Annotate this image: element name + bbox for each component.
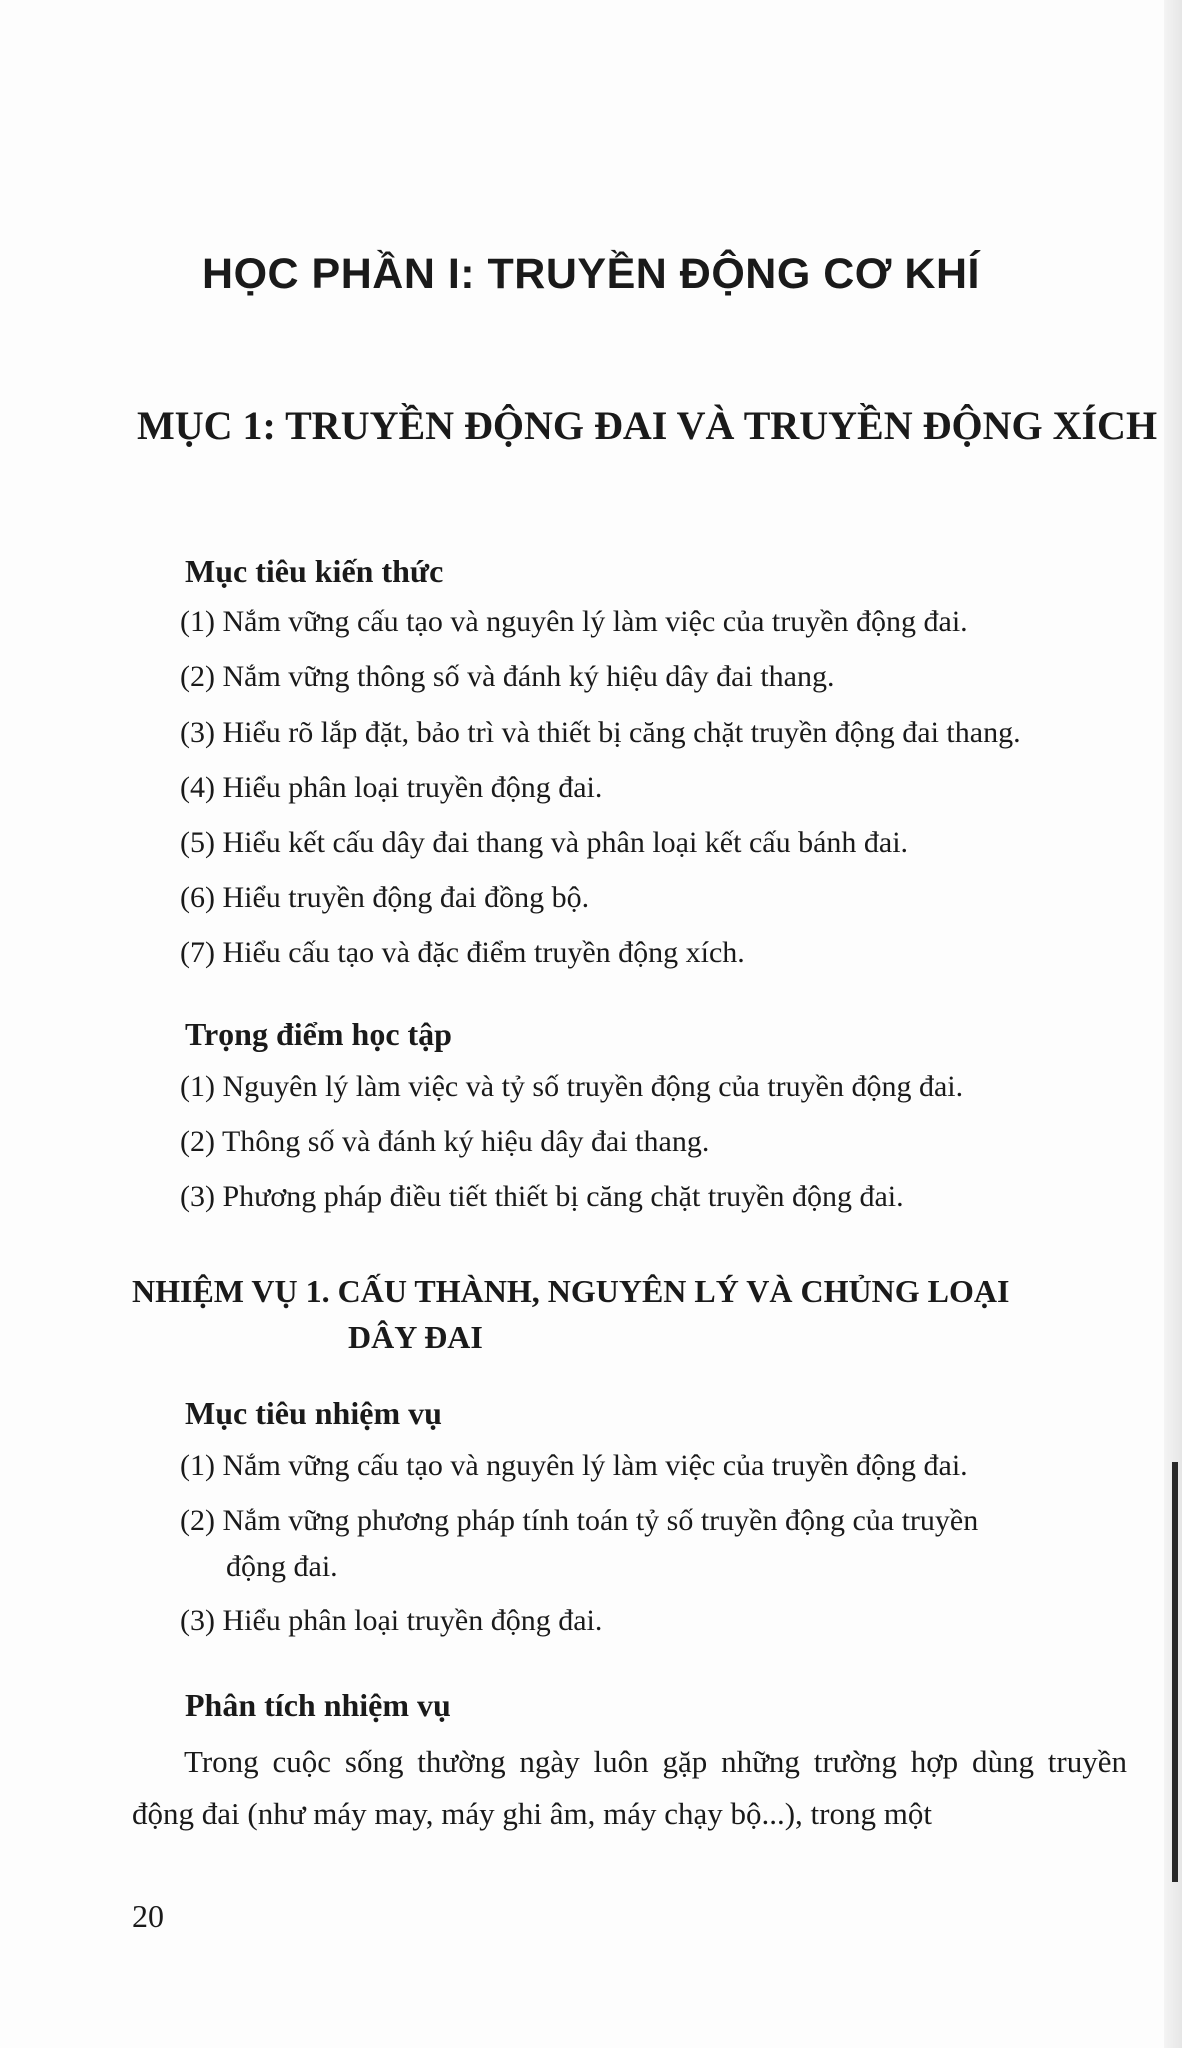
task-analysis-text: Trong cuộc sống thường ngày luôn gặp những trường hợp dùng truyền động đai (như máy may, máy ghi âm, máy chạy bộ...), trong một — [132, 1744, 1127, 1831]
key-point-item: (2) Thông số và đánh ký hiệu dây đai thang. — [180, 1125, 710, 1158]
task-analysis-paragraph — [132, 1736, 1127, 1840]
task-title-line2: DÂY ĐAI — [348, 1319, 483, 1355]
knowledge-goal-item: (7) Hiểu cấu tạo và đặc điểm truyền động xích. — [180, 936, 745, 969]
knowledge-goal-item: (6) Hiểu truyền động đai đồng bộ. — [180, 881, 590, 914]
knowledge-goal-item: (5) Hiểu kết cấu dây đai thang và phân loại kết cấu bánh đai. — [180, 826, 909, 859]
part-title: HỌC PHẦN I: TRUYỀN ĐỘNG CƠ KHÍ — [202, 250, 980, 298]
task-goal-text: (2) Nắm vững phương pháp tính toán tỷ số truyền động của truyền — [180, 1504, 979, 1537]
page-edge-mark — [1172, 1462, 1178, 1882]
task-title-line1: NHIỆM VỤ 1. CẤU THÀNH, NGUYÊN LÝ VÀ CHỦNG LOẠI — [132, 1273, 1010, 1309]
task-goal-continuation: động đai. — [226, 1550, 338, 1583]
knowledge-goal-item: (4) Hiểu phân loại truyền động đai. — [180, 771, 603, 804]
key-points-heading: Trọng điểm học tập — [185, 1016, 452, 1052]
task-goal-item: (3) Hiểu phân loại truyền động đai. — [180, 1604, 603, 1637]
knowledge-goal-item: (1) Nắm vững cấu tạo và nguyên lý làm việc của truyền động đai. — [180, 605, 968, 638]
task-goal-item — [180, 1504, 978, 1584]
task-analysis-heading: Phân tích nhiệm vụ — [185, 1687, 451, 1723]
key-point-item: (3) Phương pháp điều tiết thiết bị căng chặt truyền động đai. — [180, 1180, 904, 1213]
task-title — [132, 1268, 1009, 1360]
task-goals-heading: Mục tiêu nhiệm vụ — [185, 1395, 442, 1431]
section-title: MỤC 1: TRUYỀN ĐỘNG ĐAI VÀ TRUYỀN ĐỘNG XÍCH — [137, 403, 1158, 448]
page-number: 20 — [132, 1898, 164, 1934]
key-point-item: (1) Nguyên lý làm việc và tỷ số truyền động của truyền động đai. — [180, 1070, 964, 1103]
knowledge-goal-item: (2) Nắm vững thông số và đánh ký hiệu dây đai thang. — [180, 660, 835, 693]
task-goal-item: (1) Nắm vững cấu tạo và nguyên lý làm việc của truyền động đai. — [180, 1449, 968, 1482]
knowledge-goals-heading: Mục tiêu kiến thức — [185, 553, 444, 589]
knowledge-goal-item: (3) Hiểu rõ lắp đặt, bảo trì và thiết bị căng chặt truyền động đai thang. — [180, 716, 1021, 749]
